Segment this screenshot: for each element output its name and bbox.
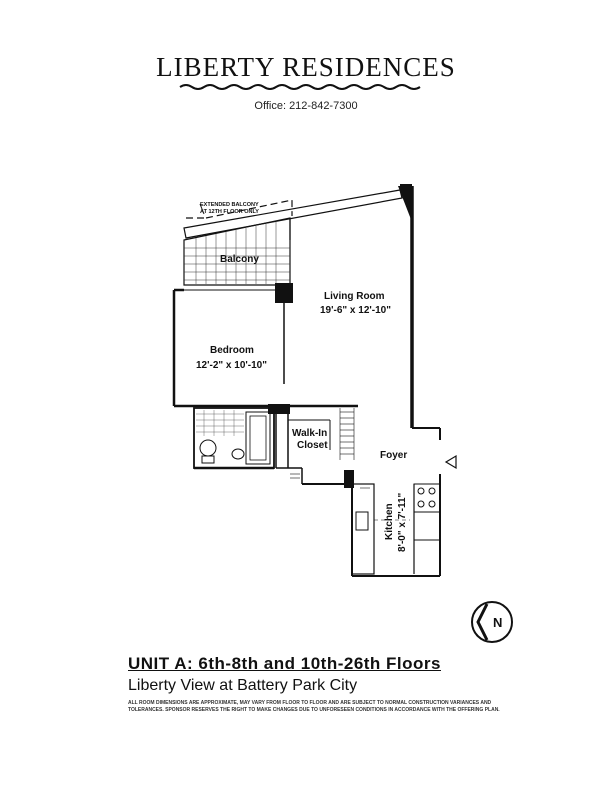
label-balcony: Balcony <box>220 254 259 265</box>
label-bedroom: Bedroom <box>210 345 254 356</box>
label-closet: Closet <box>297 440 328 451</box>
north-compass-icon <box>472 602 512 642</box>
label-kitchen-dims: 8'-0" x 7'-11" <box>397 492 408 552</box>
label-walk-in: Walk-In <box>292 428 328 439</box>
disclaimer-text: ALL ROOM DIMENSIONS ARE APPROXIMATE, MAY VARY FROM FLOOR TO FLOOR AND ARE SUBJECT TO NORMAL CONSTRUCTION VARIANCES AND TOLERANCES. SPONSOR RESERVES THE RIGHT TO MAKE CHANGES DUE TO UNFORESEEN CONDITIONS IN ACCORDANCE WITH THE OFFERING PLAN. <box>128 700 500 713</box>
label-living-room-dims: 19'-6" x 12'-10" <box>320 305 391 316</box>
label-bedroom-dims: 12'-2" x 10'-10" <box>196 360 267 371</box>
north-label: N <box>493 615 503 630</box>
column-block <box>275 283 293 303</box>
label-foyer: Foyer <box>380 450 408 461</box>
balcony-note-line1: EXTENDED BALCONY <box>200 202 259 208</box>
entry-arrow-icon <box>446 456 456 468</box>
brand-logo-text: LIBERTY RESIDENCES <box>156 52 456 82</box>
unit-title: UNIT A: 6th-8th and 10th-26th Floors <box>128 654 441 673</box>
office-phone: Office: 212-842-7300 <box>254 100 358 112</box>
label-living-room: Living Room <box>324 291 385 302</box>
label-kitchen: Kitchen <box>384 503 395 540</box>
building-subtitle: Liberty View at Battery Park City <box>128 677 358 694</box>
balcony-note-line2: AT 12TH FLOOR ONLY <box>200 209 259 215</box>
